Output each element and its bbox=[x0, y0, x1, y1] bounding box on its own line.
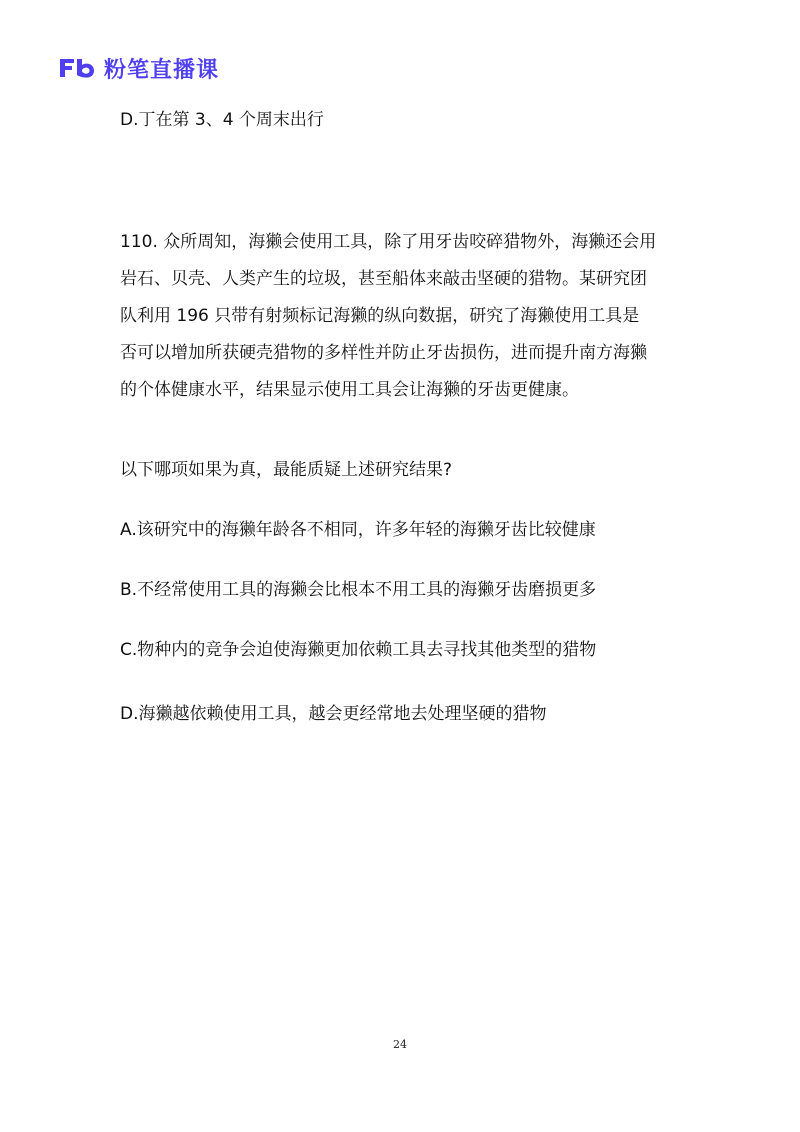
question-line: 岩石、贝壳、人类产生的垃圾，甚至船体来敲击坚硬的猎物。某研究团 bbox=[120, 269, 647, 289]
question-line: 队利用 196 只带有射频标记海獭的纵向数据，研究了海獭使用工具是 bbox=[120, 306, 640, 326]
brand-name: 粉笔直播课 bbox=[104, 57, 220, 83]
option-a: A.该研究中的海獭年龄各不相同，许多年轻的海獭牙齿比较健康 bbox=[120, 520, 596, 540]
page-number: 24 bbox=[393, 1038, 407, 1051]
question-line: 否可以增加所获硬壳猎物的多样性并防止牙齿损伤，进而提升南方海獭 bbox=[120, 343, 647, 363]
option-c: C.物种内的竞争会迫使海獭更加依赖工具去寻找其他类型的猎物 bbox=[120, 640, 597, 660]
option-d: D.海獭越依赖使用工具，越会更经常地去处理坚硬的猎物 bbox=[120, 704, 547, 724]
previous-option-d: D.丁在第 3、4 个周末出行 bbox=[120, 110, 324, 130]
header bbox=[58, 52, 219, 84]
fb-logo-icon bbox=[58, 57, 98, 79]
option-b: B.不经常使用工具的海獭会比根本不用工具的海獭牙齿磨损更多 bbox=[120, 580, 597, 600]
question-prompt: 以下哪项如果为真，最能质疑上述研究结果? bbox=[120, 460, 453, 480]
question-line: 的个体健康水平，结果显示使用工具会让海獭的牙齿更健康。 bbox=[120, 380, 579, 400]
question-line: 110. 众所周知，海獭会使用工具，除了用牙齿咬碎猎物外，海獭还会用 bbox=[120, 232, 657, 252]
